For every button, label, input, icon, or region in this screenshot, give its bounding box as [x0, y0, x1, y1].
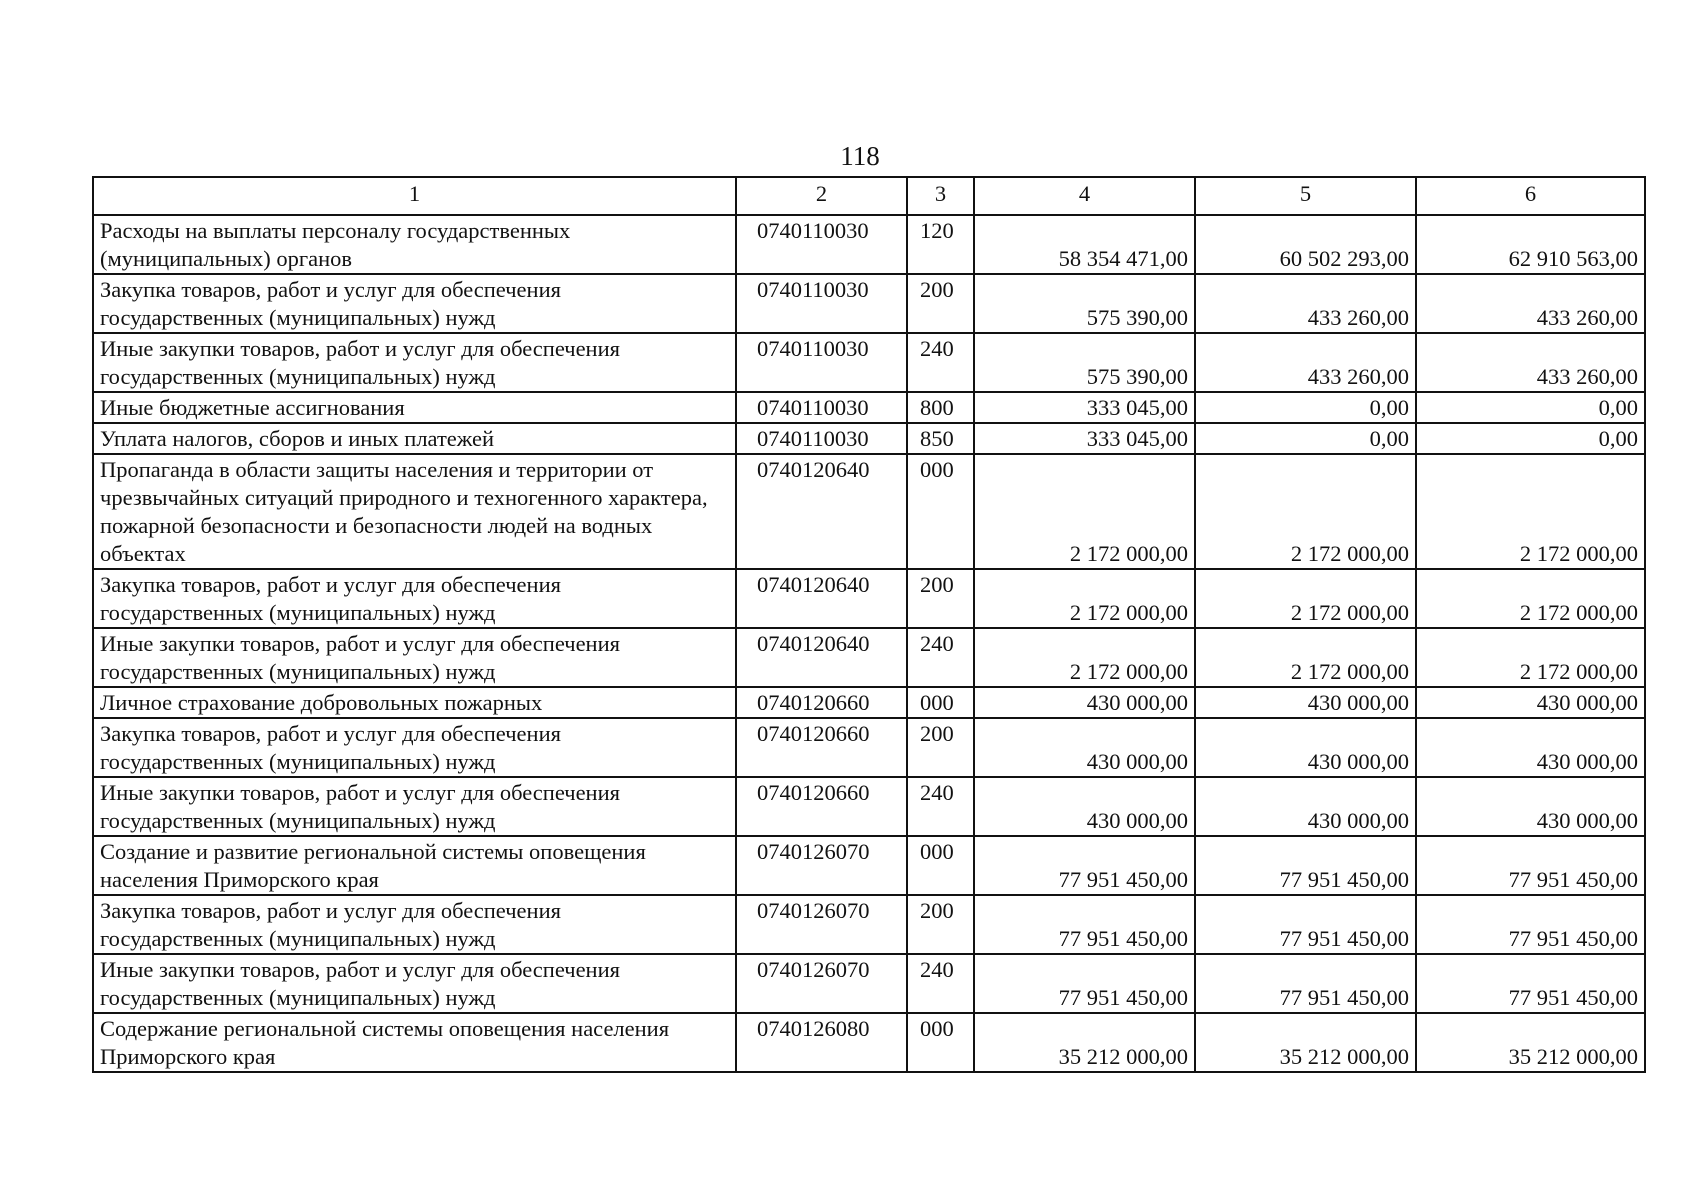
row-target-code: 0740120640 — [736, 569, 907, 628]
table-body — [93, 177, 1645, 1072]
row-name: Иные закупки товаров, работ и услуг для обеспечения государственных (муниципальных) нужд — [93, 777, 736, 836]
row-expense-type: 800 — [907, 392, 974, 423]
row-target-code: 0740126070 — [736, 954, 907, 1013]
row-target-code: 0740126080 — [736, 1013, 907, 1072]
row-amount-col-4: 77 951 450,00 — [974, 836, 1195, 895]
row-name: Создание и развитие региональной системы оповещения населения Приморского края — [93, 836, 736, 895]
row-amount-col-4: 430 000,00 — [974, 777, 1195, 836]
row-amount-col-6: 430 000,00 — [1416, 687, 1645, 718]
row-expense-type: 240 — [907, 777, 974, 836]
row-target-code: 0740120640 — [736, 628, 907, 687]
row-amount-col-6: 77 951 450,00 — [1416, 895, 1645, 954]
row-expense-type: 850 — [907, 423, 974, 454]
row-amount-col-5: 433 260,00 — [1195, 274, 1416, 333]
row-expense-type: 240 — [907, 628, 974, 687]
row-expense-type: 200 — [907, 569, 974, 628]
row-expense-type: 000 — [907, 454, 974, 569]
row-expense-type: 000 — [907, 1013, 974, 1072]
row-amount-col-6: 0,00 — [1416, 392, 1645, 423]
row-amount-col-5: 35 212 000,00 — [1195, 1013, 1416, 1072]
row-amount-col-4: 333 045,00 — [974, 423, 1195, 454]
header-col-2: 2 — [736, 177, 907, 215]
row-expense-type: 200 — [907, 274, 974, 333]
row-amount-col-6: 2 172 000,00 — [1416, 454, 1645, 569]
row-amount-col-6: 430 000,00 — [1416, 777, 1645, 836]
row-name: Закупка товаров, работ и услуг для обеспечения государственных (муниципальных) нужд — [93, 569, 736, 628]
table-row — [93, 1013, 1645, 1072]
row-amount-col-5: 77 951 450,00 — [1195, 836, 1416, 895]
row-amount-col-5: 430 000,00 — [1195, 777, 1416, 836]
row-amount-col-5: 2 172 000,00 — [1195, 569, 1416, 628]
table-row — [93, 777, 1645, 836]
row-amount-col-5: 0,00 — [1195, 392, 1416, 423]
header-col-6: 6 — [1416, 177, 1645, 215]
row-amount-col-6: 62 910 563,00 — [1416, 215, 1645, 274]
budget-table — [92, 176, 1646, 1073]
row-amount-col-4: 2 172 000,00 — [974, 569, 1195, 628]
row-name: Иные бюджетные ассигнования — [93, 392, 736, 423]
row-expense-type: 200 — [907, 718, 974, 777]
row-amount-col-6: 77 951 450,00 — [1416, 836, 1645, 895]
row-amount-col-5: 77 951 450,00 — [1195, 954, 1416, 1013]
row-amount-col-6: 0,00 — [1416, 423, 1645, 454]
row-amount-col-4: 430 000,00 — [974, 687, 1195, 718]
row-name: Уплата налогов, сборов и иных платежей — [93, 423, 736, 454]
header-col-3: 3 — [907, 177, 974, 215]
table-row — [93, 718, 1645, 777]
table-row — [93, 454, 1645, 569]
row-target-code: 0740126070 — [736, 895, 907, 954]
table-row — [93, 895, 1645, 954]
row-amount-col-6: 77 951 450,00 — [1416, 954, 1645, 1013]
row-amount-col-4: 35 212 000,00 — [974, 1013, 1195, 1072]
row-target-code: 0740120660 — [736, 777, 907, 836]
header-col-4: 4 — [974, 177, 1195, 215]
row-target-code: 0740126070 — [736, 836, 907, 895]
table-row — [93, 423, 1645, 454]
row-amount-col-6: 2 172 000,00 — [1416, 628, 1645, 687]
row-amount-col-6: 2 172 000,00 — [1416, 569, 1645, 628]
row-target-code: 0740110030 — [736, 392, 907, 423]
row-amount-col-5: 60 502 293,00 — [1195, 215, 1416, 274]
header-col-1: 1 — [93, 177, 736, 215]
row-expense-type: 000 — [907, 687, 974, 718]
row-target-code: 0740110030 — [736, 423, 907, 454]
row-amount-col-4: 2 172 000,00 — [974, 454, 1195, 569]
row-amount-col-5: 0,00 — [1195, 423, 1416, 454]
row-amount-col-5: 77 951 450,00 — [1195, 895, 1416, 954]
row-name: Содержание региональной системы оповещения населения Приморского края — [93, 1013, 736, 1072]
row-name: Иные закупки товаров, работ и услуг для обеспечения государственных (муниципальных) нужд — [93, 628, 736, 687]
table-row — [93, 628, 1645, 687]
row-name: Иные закупки товаров, работ и услуг для обеспечения государственных (муниципальных) нужд — [93, 954, 736, 1013]
row-expense-type: 240 — [907, 954, 974, 1013]
row-amount-col-4: 575 390,00 — [974, 274, 1195, 333]
table-row — [93, 392, 1645, 423]
row-name: Закупка товаров, работ и услуг для обеспечения государственных (муниципальных) нужд — [93, 895, 736, 954]
table-row — [93, 687, 1645, 718]
row-amount-col-6: 35 212 000,00 — [1416, 1013, 1645, 1072]
row-name: Закупка товаров, работ и услуг для обеспечения государственных (муниципальных) нужд — [93, 718, 736, 777]
row-amount-col-4: 430 000,00 — [974, 718, 1195, 777]
row-amount-col-6: 433 260,00 — [1416, 274, 1645, 333]
header-col-5: 5 — [1195, 177, 1416, 215]
row-name: Расходы на выплаты персоналу государственных (муниципальных) органов — [93, 215, 736, 274]
row-amount-col-5: 430 000,00 — [1195, 718, 1416, 777]
row-amount-col-5: 2 172 000,00 — [1195, 628, 1416, 687]
row-target-code: 0740110030 — [736, 215, 907, 274]
row-amount-col-4: 58 354 471,00 — [974, 215, 1195, 274]
row-amount-col-5: 433 260,00 — [1195, 333, 1416, 392]
table-row — [93, 274, 1645, 333]
row-amount-col-4: 77 951 450,00 — [974, 954, 1195, 1013]
row-amount-col-4: 333 045,00 — [974, 392, 1195, 423]
row-target-code: 0740120660 — [736, 687, 907, 718]
table-row — [93, 954, 1645, 1013]
row-target-code: 0740110030 — [736, 274, 907, 333]
row-name: Иные закупки товаров, работ и услуг для обеспечения государственных (муниципальных) нужд — [93, 333, 736, 392]
row-target-code: 0740120660 — [736, 718, 907, 777]
row-amount-col-5: 2 172 000,00 — [1195, 454, 1416, 569]
row-amount-col-6: 433 260,00 — [1416, 333, 1645, 392]
row-amount-col-4: 77 951 450,00 — [974, 895, 1195, 954]
row-expense-type: 240 — [907, 333, 974, 392]
row-name: Пропаганда в области защиты населения и территории от чрезвычайных ситуаций природного и техногенного характера, пожарной безопасности и безопасности людей на водных объектах — [93, 454, 736, 569]
page-number: 118 — [840, 141, 880, 171]
table-row — [93, 569, 1645, 628]
row-target-code: 0740120640 — [736, 454, 907, 569]
row-target-code: 0740110030 — [736, 333, 907, 392]
table-row — [93, 836, 1645, 895]
row-amount-col-4: 2 172 000,00 — [974, 628, 1195, 687]
row-amount-col-5: 430 000,00 — [1195, 687, 1416, 718]
row-expense-type: 000 — [907, 836, 974, 895]
row-name: Закупка товаров, работ и услуг для обеспечения государственных (муниципальных) нужд — [93, 274, 736, 333]
row-expense-type: 200 — [907, 895, 974, 954]
row-expense-type: 120 — [907, 215, 974, 274]
row-amount-col-4: 575 390,00 — [974, 333, 1195, 392]
table-row — [93, 333, 1645, 392]
table-row — [93, 215, 1645, 274]
row-amount-col-6: 430 000,00 — [1416, 718, 1645, 777]
row-name: Личное страхование добровольных пожарных — [93, 687, 736, 718]
table-header-row — [93, 177, 1645, 215]
